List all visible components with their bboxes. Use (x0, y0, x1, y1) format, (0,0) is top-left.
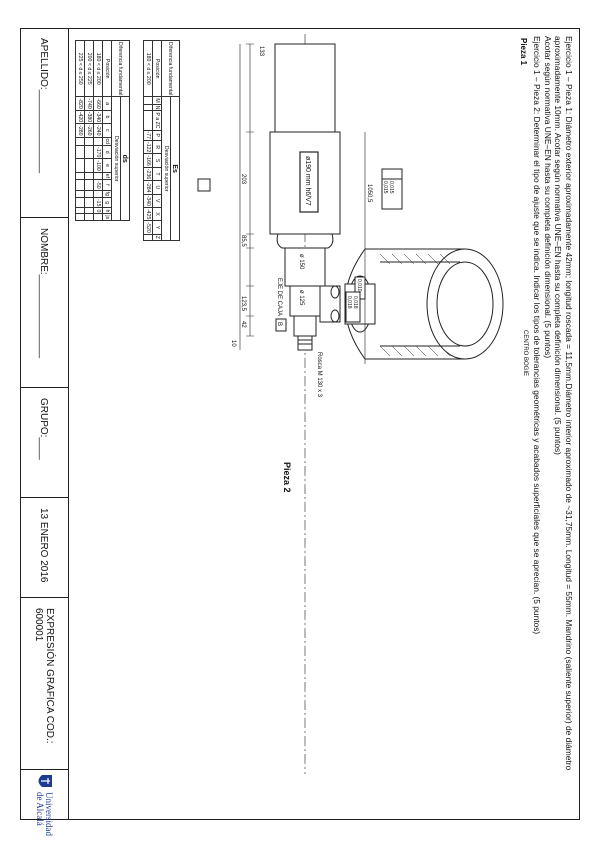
dim-1050: 1050,5 (366, 184, 372, 203)
grupo-field[interactable]: GRUPO:____ (20, 388, 68, 498)
ds-row-range: 180 < d ≤ 200 (94, 41, 103, 97)
es-cell: -122 (145, 142, 151, 153)
es-tolerance-table (143, 40, 180, 241)
es-col: P (153, 130, 162, 141)
ds-cell (85, 197, 94, 208)
ds-cell (76, 146, 85, 159)
dim-133: 133 (258, 46, 264, 57)
exercise-line: Acotar según normativa UNE–EN hasta su completa definición dimensional. (5 puntos) (542, 36, 553, 359)
gdt-value: 0,010 (356, 279, 362, 292)
es-col: X (153, 207, 162, 220)
es-head-pos: Posición (153, 41, 162, 97)
pieza2-label: Pieza 2 (282, 462, 292, 493)
ds-cell: -660 (95, 98, 101, 109)
ds-col: h (104, 209, 110, 213)
es-cell: -284 (145, 182, 151, 193)
thread-label: Rosca M 130 x 3 (316, 352, 322, 398)
gdt-value: 0,018 (346, 296, 352, 309)
es-cell: -425 (145, 208, 151, 220)
es-cell (144, 111, 153, 130)
label-eje-de-caja: EJE DE CAJA (276, 278, 282, 317)
es-cell: -520 (145, 222, 151, 233)
exam-date: 13 ENERO 2016 (20, 498, 68, 598)
ds-cell (94, 214, 103, 221)
ds-cell: -280 (77, 125, 83, 136)
dim-10: 10 (230, 340, 236, 347)
nombre-field[interactable]: NOMBRE:_______________ (20, 218, 68, 388)
ds-row-range: 225 < d ≤ 250 (76, 41, 85, 97)
exercise-line: Ejercicio 1 – Pieza 1: Diámetro exterior aproximadamente 42mm; longitud roscada = 11,5mm.Diámetro interior aproximado de ~31,75mm. Longitud = 55mm. Mandrino (saliente superior) de diámetro (564, 36, 574, 771)
es-cell (144, 97, 153, 104)
ds-tolerance-table (75, 40, 130, 221)
ds-cell: 0 (95, 209, 101, 213)
ds-cell (76, 159, 85, 172)
es-cell (144, 234, 153, 240)
dim-150: ø 150 (298, 254, 304, 270)
ds-cell (85, 190, 94, 197)
ds-cell (85, 180, 94, 191)
university-name-line2: de Alcalá (35, 792, 45, 826)
es-row-range: 180 < d ≤ 200 (144, 41, 153, 97)
apellido-field[interactable]: APELLIDO:_______________ (20, 28, 68, 218)
ds-col: e (103, 159, 112, 172)
title-block (20, 28, 69, 836)
ds-cell (85, 172, 94, 179)
ds-col: f (103, 180, 112, 191)
es-col: P a ZC (154, 112, 160, 129)
ds-cell: -240 (95, 125, 101, 136)
es-col: R (153, 141, 162, 154)
pieza1-label: Pieza 1 (519, 38, 528, 66)
es-cell: -166 (145, 155, 151, 166)
es-col: Y (153, 221, 162, 234)
es-head-label: Diferencia fundamental (162, 41, 180, 97)
ds-cell: -260 (86, 125, 92, 136)
datum-b: B (276, 322, 282, 327)
ds-col: js (104, 215, 110, 220)
ds-col: g (103, 197, 112, 208)
ds-cell: -15 (95, 198, 101, 207)
ds-cell: -740 (86, 98, 92, 109)
ds-cell (76, 214, 85, 221)
ds-cell (76, 197, 85, 208)
exercise-line: aproximadamente 10mm. Acotar según normativa UNE–EN hasta su completa definición dimensional. (5 puntos) (553, 36, 564, 455)
university-crest-icon (35, 774, 53, 788)
ds-cell (94, 190, 103, 197)
ds-col: b (103, 110, 112, 123)
pieza2-drawing (198, 34, 402, 774)
ds-cell (94, 172, 103, 179)
ds-col: c (103, 124, 112, 137)
gdt-value: 0,015 (388, 181, 394, 194)
ds-col: cd (104, 138, 110, 145)
exercise-line: Ejercicio 1 – Pieza 2: Determinar el tipo de ajuste que se indica. Indicar los tipos de tolerancias geométricas y acabados superficiales que se aprecian. (5 puntos) (532, 36, 543, 635)
fit-designation: ø190 mm h6/V7 (304, 156, 311, 206)
ds-cell: -100 (95, 160, 101, 171)
ds-col: d (103, 146, 112, 159)
ds-col: fg (104, 191, 110, 196)
dim-203: 203 (240, 174, 246, 185)
ds-cell: -50 (95, 181, 101, 189)
ds-cell (76, 190, 85, 197)
ds-title: ds (121, 97, 130, 221)
ds-head-pos: Posición (103, 41, 112, 97)
ds-col: ef (104, 173, 110, 179)
ds-cell: -170 (95, 147, 101, 158)
ds-cell (85, 159, 94, 172)
es-caption: Desviación superior (162, 97, 171, 241)
ds-row-range: 200 < d ≤ 225 (85, 41, 94, 97)
ds-caption: Desviación superior (112, 97, 121, 221)
course-code: EXPRESIÓN GRAFICA COD.: 600001 (20, 598, 68, 770)
ds-cell: -340 (95, 111, 101, 123)
dim-123: 123,5 (240, 296, 246, 312)
ds-head-label: Diferencia fundamental (112, 41, 130, 97)
ds-cell (76, 180, 85, 191)
ds-cell (94, 137, 103, 145)
es-title: Es (171, 97, 180, 241)
es-col: T (153, 167, 162, 180)
es-col: Z (154, 235, 160, 239)
ds-cell (85, 214, 94, 221)
dim-85: 85,5 (240, 235, 246, 247)
ds-cell (76, 137, 85, 145)
ds-cell: -420 (77, 111, 83, 123)
es-col: N (154, 105, 160, 110)
ds-cell: -380 (86, 111, 92, 123)
technical-drawing (140, 34, 540, 814)
es-col: U (153, 181, 162, 194)
university-logo (20, 770, 68, 836)
dim-42: 42 (240, 321, 246, 328)
es-cell: -77 (145, 131, 151, 139)
gdt-value: 0,015 (382, 181, 388, 194)
university-name-line1: Universidad (44, 792, 54, 836)
es-col: M (154, 98, 160, 103)
ds-cell (76, 172, 85, 179)
es-cell: -236 (145, 168, 151, 180)
gdt-value: 0,018 (352, 296, 358, 309)
label-centro-bogie: CENTRO BOGIE (522, 330, 528, 377)
es-cell (144, 104, 153, 111)
es-cell: -340 (145, 195, 151, 206)
es-col: V (153, 194, 162, 207)
dim-125: ø 125 (298, 290, 304, 306)
es-col: S (153, 154, 162, 167)
ds-cell (85, 146, 94, 159)
ds-cell (85, 137, 94, 145)
ds-cell: -820 (77, 98, 83, 109)
ds-col: a (103, 97, 112, 110)
